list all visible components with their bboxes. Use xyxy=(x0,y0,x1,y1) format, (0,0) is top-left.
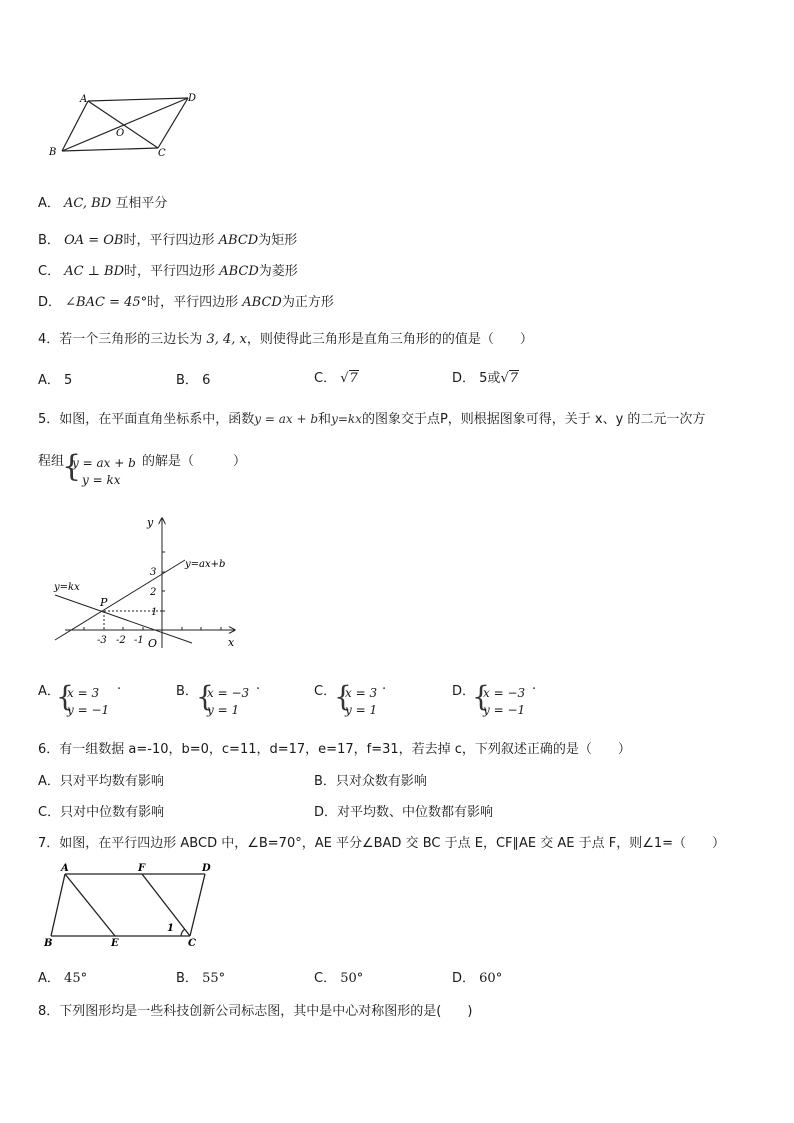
label-B: B xyxy=(49,147,57,158)
q5-option-d-system: x = −3 y = −1 xyxy=(483,686,526,717)
q5-stem-line2: 程组 xyxy=(38,454,65,469)
side-BC xyxy=(62,148,158,151)
label-O: O xyxy=(116,128,125,139)
label-angle-1: 1 xyxy=(167,923,174,934)
label-B: B xyxy=(44,938,53,949)
brace-b: { xyxy=(196,680,214,713)
side-DC xyxy=(158,98,188,148)
q4-option-c: C． √7 xyxy=(314,371,358,386)
label-D: D xyxy=(188,93,197,104)
q6-stem: 6．有一组数据 a=-10，b=0，c=11，d=17，e=17，f=31，若去掉 c，下列叙述正确的是（ ） xyxy=(38,742,631,757)
q6-option-a: A．只对平均数有影响 xyxy=(38,774,164,789)
line1-label: y=ax+b xyxy=(185,559,226,570)
q4-option-a: A． 5 xyxy=(38,373,73,388)
q4-option-b: B． 6 xyxy=(176,373,211,388)
line2-label: y=kx xyxy=(54,582,80,593)
brace-d: { xyxy=(472,680,490,713)
parallelogram-figure xyxy=(40,88,210,163)
segment-CF xyxy=(142,874,190,936)
q3-option-b: B． OA = OB时，平行四边形 ABCD为矩形 xyxy=(38,233,298,248)
sqrt-symbol: √7 xyxy=(340,371,358,386)
side-AB xyxy=(62,101,88,151)
q5-option-b-system: x = −3 y = 1 xyxy=(207,686,250,717)
x-tick-neg2: -2 xyxy=(116,635,126,646)
dot: · xyxy=(256,682,261,697)
label-C: C xyxy=(188,938,196,949)
dot: · xyxy=(382,682,387,697)
side-DC xyxy=(190,874,205,936)
q4-option-d: D． 5或√7 xyxy=(452,371,519,386)
dot: · xyxy=(532,682,537,697)
diagonal-AC xyxy=(88,101,158,148)
q3-option-a: A． AC, BD 互相平分 xyxy=(38,196,168,211)
q5-option-d: D． xyxy=(452,684,476,699)
q7-option-b: B． 55° xyxy=(176,971,226,986)
origin-label: O xyxy=(148,637,158,650)
q6-option-c: C．只对中位数有影响 xyxy=(38,805,165,820)
system-brace: { xyxy=(62,449,82,484)
point-p-label: P xyxy=(100,596,108,609)
side-AD xyxy=(88,98,188,101)
q5-option-c-system: x = 3 y = 1 xyxy=(345,686,378,717)
q5-graph xyxy=(45,510,245,652)
angle-1-arc xyxy=(181,929,185,936)
y-tick-2: 2 xyxy=(150,587,157,598)
label-C: C xyxy=(158,148,166,159)
q5-option-b: B． xyxy=(176,684,198,699)
x-tick-neg3: -3 xyxy=(97,635,107,646)
dot: · xyxy=(117,682,122,697)
q7-figure xyxy=(40,860,220,950)
q5-option-a: A． xyxy=(38,684,60,699)
x-tick-neg1: -1 xyxy=(134,635,144,646)
x-axis-label: x xyxy=(228,636,235,649)
y-tick-1: 1 xyxy=(151,607,158,618)
brace-a: { xyxy=(56,680,74,713)
diagonal-BD xyxy=(62,98,188,151)
sqrt-symbol: √7 xyxy=(500,371,519,386)
line-ax-plus-b xyxy=(55,560,185,640)
q7-stem: 7．如图，在平行四边形 ABCD 中，∠B=70°，AE 平分∠BAD 交 BC 于点 E，CF∥AE 交 AE 于点 F，则∠1=（ ） xyxy=(38,836,726,851)
q5-system: y = ax + b y = kx xyxy=(72,456,136,487)
q6-option-d: D．对平均数、中位数都有影响 xyxy=(314,805,494,820)
label-A: A xyxy=(80,94,88,105)
y-tick-3: 3 xyxy=(150,567,157,578)
q5-option-c: C． xyxy=(314,684,337,699)
q6-option-b: B．只对众数有影响 xyxy=(314,774,427,789)
segment-AE xyxy=(65,874,115,936)
q5-stem-tail: 的解是（ ） xyxy=(142,454,247,469)
q3-option-c: C． AC ⊥ BD时，平行四边形 ABCD为菱形 xyxy=(38,264,298,279)
q5-option-a-system: x = 3 y = −1 xyxy=(67,686,110,717)
label-A: A xyxy=(61,863,69,874)
q7-option-c: C． 50° xyxy=(314,971,364,986)
label-F: F xyxy=(138,863,146,874)
q3-option-d: D． ∠BAC = 45°时，平行四边形 ABCD为正方形 xyxy=(38,295,334,310)
q7-option-a: A． 45° xyxy=(38,971,88,986)
label-E: E xyxy=(111,938,119,949)
q4-stem: 4．若一个三角形的三边长为 3, 4, x，则使得此三角形是直角三角形的的值是（ ） xyxy=(38,332,533,347)
brace-c: { xyxy=(334,680,352,713)
q7-option-d: D． 60° xyxy=(452,971,503,986)
side-AB xyxy=(51,874,65,936)
label-D: D xyxy=(202,863,211,874)
q8-stem: 8．下列图形均是一些科技创新公司标志图，其中是中心对称图形的是( ) xyxy=(38,1004,473,1019)
q5-stem-line1: 5．如图，在平面直角坐标系中，函数y = ax + b和y=kx的图象交于点P，则根据图象可得，关于 x、y 的二元一次方 xyxy=(38,412,706,427)
y-axis-label: y xyxy=(147,516,154,529)
